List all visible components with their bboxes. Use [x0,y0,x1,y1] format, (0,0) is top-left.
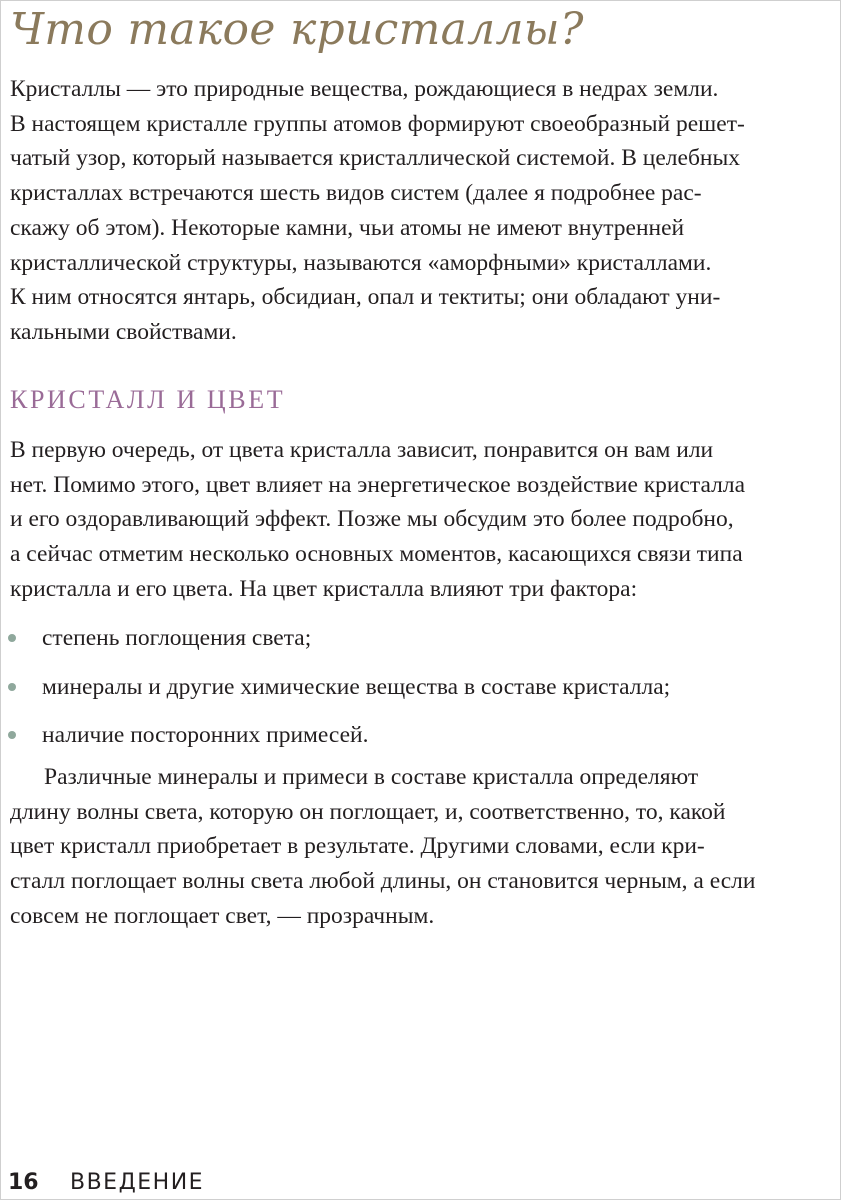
text-line: кристаллической структуры, называются «аморфными» кристаллами. [10,249,712,276]
text-line: совсем не поглощает свет, — прозрачным. [10,902,435,929]
text-line: В первую очередь, от цвета кристалла зависит, понравится он вам или [10,437,714,463]
running-section-name: ВВЕДЕНИЕ [70,1170,205,1195]
text-line: К ним относятся янтарь, обсидиан, опал и тектиты; они обладают уни- [10,284,721,311]
bullet-dot-icon [8,634,16,642]
text-line: нет. Помимо этого, цвет влияет на энергетическое воздействие кристалла [10,471,746,498]
list-item [10,716,825,765]
text-line: Различные минералы и примеси в составе кристалла определяют [44,764,699,790]
text-line: В настоящем кристалле группы атомов формируют своеобразный решет- [10,110,745,137]
bullet-dot-icon [8,731,16,739]
text-line: скажу об этом). Некоторые камни, чьи атомы не имеют внутренней [10,214,685,241]
text-line: Кристаллы — это природные вещества, рождающиеся в недрах земли. [10,76,719,102]
list-item [10,668,825,717]
text-line: а сейчас отметим несколько основных моментов, касающихся связи типа [10,541,743,568]
section-heading: КРИСТАЛЛ И ЦВЕТ [10,385,286,414]
list-item-text: степень поглощения света; [42,625,312,651]
text-line: чатый узор, который называется кристаллической системой. В целебных [10,145,741,172]
text-line: кристаллах встречаются шесть видов систем (далее я подробнее рас- [10,180,702,207]
text-line: кальными свойствами. [10,318,237,345]
page-title: Что такое кристаллы? [10,4,584,55]
bullet-list [10,619,825,765]
text-line: цвет кристалл приобретает в результате. Другими словами, если кри- [10,833,705,860]
page-footer [8,1166,204,1200]
closing-paragraph [10,760,825,934]
intro-paragraph [10,72,825,350]
list-item-text: наличие посторонних примесей. [42,722,369,748]
list-item [10,619,825,668]
list-item-text: минералы и другие химические вещества в составе кристалла; [42,673,671,700]
text-line: и его оздоравливающий эффект. Позже мы обсудим это более подробно, [10,506,734,533]
text-line: длину волны света, которую он поглощает, и, соответственно, то, какой [10,798,726,825]
section-paragraph [10,433,825,607]
bullet-dot-icon [8,683,16,691]
text-line: сталл поглощает волны света любой длины, он становится черным, а если [10,868,756,895]
text-line: кристалла и его цвета. На цвет кристалла влияют три фактора: [10,575,638,602]
page-number: 16 [8,1170,39,1195]
